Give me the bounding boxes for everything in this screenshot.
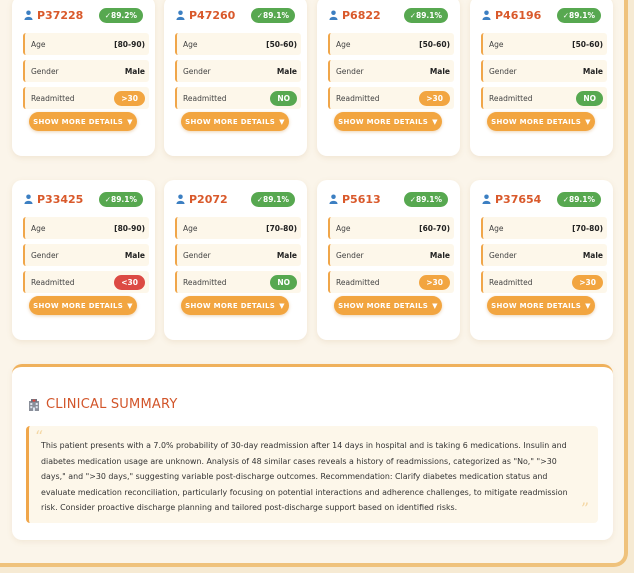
age-label: Age (336, 223, 351, 233)
readmitted-label: Readmitted (489, 93, 533, 103)
age-label: Age (183, 39, 198, 49)
age-row (23, 33, 149, 55)
patient-card (12, 180, 155, 340)
readmitted-label: Readmitted (336, 93, 380, 103)
patient-id (482, 193, 541, 206)
age-row (175, 33, 301, 55)
gender-label: Gender (183, 250, 211, 260)
chevron-down-icon: ▼ (432, 301, 438, 310)
readmitted-label: Readmitted (183, 277, 227, 287)
readmitted-label: Readmitted (31, 93, 75, 103)
clinical-summary-heading (28, 397, 178, 412)
patient-id (329, 9, 381, 22)
show-more-label: SHOW MORE DETAILS (338, 301, 429, 310)
card-header (176, 190, 295, 208)
readmitted-label: Readmitted (489, 277, 533, 287)
card-header (482, 190, 601, 208)
open-quote-icon: “ (35, 427, 44, 446)
patient-attributes (481, 33, 607, 114)
readmitted-row (23, 271, 149, 293)
chevron-down-icon: ▼ (585, 117, 591, 126)
age-value: [50-60) (419, 39, 450, 49)
person-icon (176, 194, 185, 204)
show-more-label: SHOW MORE DETAILS (33, 301, 124, 310)
gender-label: Gender (336, 66, 364, 76)
clinical-summary-title: CLINICAL SUMMARY (46, 397, 178, 412)
gender-label: Gender (31, 66, 59, 76)
gender-row (23, 60, 149, 82)
person-icon (176, 10, 185, 20)
gender-row (481, 60, 607, 82)
patient-card (317, 0, 460, 156)
patient-attributes (328, 33, 454, 114)
card-header (329, 6, 448, 24)
readmitted-row (175, 271, 301, 293)
patient-attributes (175, 33, 301, 114)
show-more-label: SHOW MORE DETAILS (491, 117, 582, 126)
chevron-down-icon: ▼ (585, 301, 591, 310)
gender-label: Gender (489, 250, 517, 260)
readmitted-label: Readmitted (31, 277, 75, 287)
show-more-label: SHOW MORE DETAILS (491, 301, 582, 310)
gender-value: Male (124, 66, 145, 76)
age-row (23, 217, 149, 239)
show-more-label: SHOW MORE DETAILS (185, 117, 276, 126)
readmitted-row (481, 271, 607, 293)
patient-card (164, 180, 307, 340)
chevron-down-icon: ▼ (127, 301, 133, 310)
age-value: [80-90) (114, 223, 145, 233)
show-more-details-button[interactable] (29, 296, 137, 315)
patient-id (24, 193, 83, 206)
patient-id-text: P33425 (37, 192, 84, 206)
gender-value: Male (429, 250, 450, 260)
card-header (176, 6, 295, 24)
summary-quote (26, 426, 598, 523)
patient-id (176, 193, 228, 206)
age-value: [60-70) (419, 223, 450, 233)
age-label: Age (489, 223, 504, 233)
chevron-down-icon: ▼ (279, 117, 285, 126)
patient-attributes (23, 217, 149, 298)
gender-value: Male (276, 250, 297, 260)
patient-id (482, 9, 541, 22)
gender-row (481, 244, 607, 266)
age-label: Age (31, 39, 46, 49)
readmitted-badge: <30 (114, 275, 145, 290)
chevron-down-icon: ▼ (279, 301, 285, 310)
patient-id-text: P2072 (189, 192, 228, 206)
show-more-details-button[interactable] (334, 296, 442, 315)
person-icon (482, 194, 491, 204)
patient-card (317, 180, 460, 340)
readmitted-badge: >30 (572, 275, 603, 290)
gender-label: Gender (336, 250, 364, 260)
match-score-badge: ✓89.1% (557, 192, 601, 207)
hospital-icon (28, 399, 40, 411)
patient-id-text: P37228 (37, 8, 84, 22)
gender-label: Gender (183, 66, 211, 76)
match-score-badge: ✓89.1% (251, 8, 295, 23)
person-icon (329, 10, 338, 20)
age-value: [70-80) (266, 223, 297, 233)
show-more-details-button[interactable] (334, 112, 442, 131)
patient-card (470, 0, 613, 156)
patient-card (164, 0, 307, 156)
patient-card (470, 180, 613, 340)
gender-value: Male (582, 250, 603, 260)
age-label: Age (31, 223, 46, 233)
show-more-details-button[interactable] (487, 296, 595, 315)
match-score-badge: ✓89.1% (404, 192, 448, 207)
patient-attributes (481, 217, 607, 298)
match-score-badge: ✓89.1% (557, 8, 601, 23)
gender-row (328, 60, 454, 82)
gender-row (328, 244, 454, 266)
show-more-label: SHOW MORE DETAILS (185, 301, 276, 310)
gender-label: Gender (31, 250, 59, 260)
gender-row (175, 244, 301, 266)
age-row (481, 33, 607, 55)
show-more-details-button[interactable] (181, 112, 289, 131)
person-icon (24, 194, 33, 204)
readmitted-row (328, 271, 454, 293)
patient-id (329, 193, 381, 206)
patient-id-text: P47260 (189, 8, 236, 22)
gender-value: Male (276, 66, 297, 76)
age-value: [80-90) (114, 39, 145, 49)
patient-attributes (175, 217, 301, 298)
patient-id-text: P37654 (495, 192, 542, 206)
patient-id (24, 9, 83, 22)
age-label: Age (336, 39, 351, 49)
card-header (24, 6, 143, 24)
readmitted-row (175, 87, 301, 109)
readmitted-row (328, 87, 454, 109)
patient-card (12, 0, 155, 156)
gender-row (175, 60, 301, 82)
patient-id-text: P6822 (342, 8, 381, 22)
patient-id-text: P5613 (342, 192, 381, 206)
readmitted-badge: NO (270, 91, 297, 106)
patient-attributes (23, 33, 149, 114)
person-icon (329, 194, 338, 204)
match-score-badge: ✓89.2% (99, 8, 143, 23)
clinical-summary-panel (12, 364, 613, 540)
show-more-details-button[interactable] (29, 112, 137, 131)
close-quote-icon: ” (580, 499, 589, 518)
readmitted-badge: NO (576, 91, 603, 106)
patient-id (176, 9, 235, 22)
card-header (24, 190, 143, 208)
readmitted-label: Readmitted (183, 93, 227, 103)
readmitted-badge: >30 (419, 91, 450, 106)
gender-label: Gender (489, 66, 517, 76)
gender-value: Male (124, 250, 145, 260)
age-value: [50-60) (572, 39, 603, 49)
card-header (329, 190, 448, 208)
card-header (482, 6, 601, 24)
readmitted-row (481, 87, 607, 109)
readmitted-badge: >30 (419, 275, 450, 290)
readmitted-row (23, 87, 149, 109)
gender-row (23, 244, 149, 266)
chevron-down-icon: ▼ (432, 117, 438, 126)
patient-attributes (328, 217, 454, 298)
age-label: Age (489, 39, 504, 49)
chevron-down-icon: ▼ (127, 117, 133, 126)
age-row (175, 217, 301, 239)
age-label: Age (183, 223, 198, 233)
readmitted-badge: >30 (114, 91, 145, 106)
show-more-label: SHOW MORE DETAILS (33, 117, 124, 126)
show-more-label: SHOW MORE DETAILS (338, 117, 429, 126)
readmitted-label: Readmitted (336, 277, 380, 287)
gender-value: Male (582, 66, 603, 76)
summary-text: This patient presents with a 7.0% probability of 30-day readmission after 14 days in hospital and is taking 6 medications. Insulin and diabetes medication usage are unknown. Analysis of 48 similar cases reveals a history of readmissions, categorized as "No," ">30 days," and ">30 days," suggesting variable post-discharge outcomes. Recommendation: Clarify diabetes medication status and evaluate medication reconciliation, particularly focusing on potential interactions and adherence challenges, to mitigate readmission risk. Consider proactive discharge planning and tailored post-discharge support based on identified risks. (41, 441, 568, 512)
show-more-details-button[interactable] (181, 296, 289, 315)
person-icon (482, 10, 491, 20)
show-more-details-button[interactable] (487, 112, 595, 131)
age-row (481, 217, 607, 239)
age-row (328, 217, 454, 239)
patient-id-text: P46196 (495, 8, 542, 22)
person-icon (24, 10, 33, 20)
age-value: [50-60) (266, 39, 297, 49)
match-score-badge: ✓89.1% (404, 8, 448, 23)
gender-value: Male (429, 66, 450, 76)
readmitted-badge: NO (270, 275, 297, 290)
match-score-badge: ✓89.1% (251, 192, 295, 207)
match-score-badge: ✓89.1% (99, 192, 143, 207)
age-value: [70-80) (572, 223, 603, 233)
age-row (328, 33, 454, 55)
